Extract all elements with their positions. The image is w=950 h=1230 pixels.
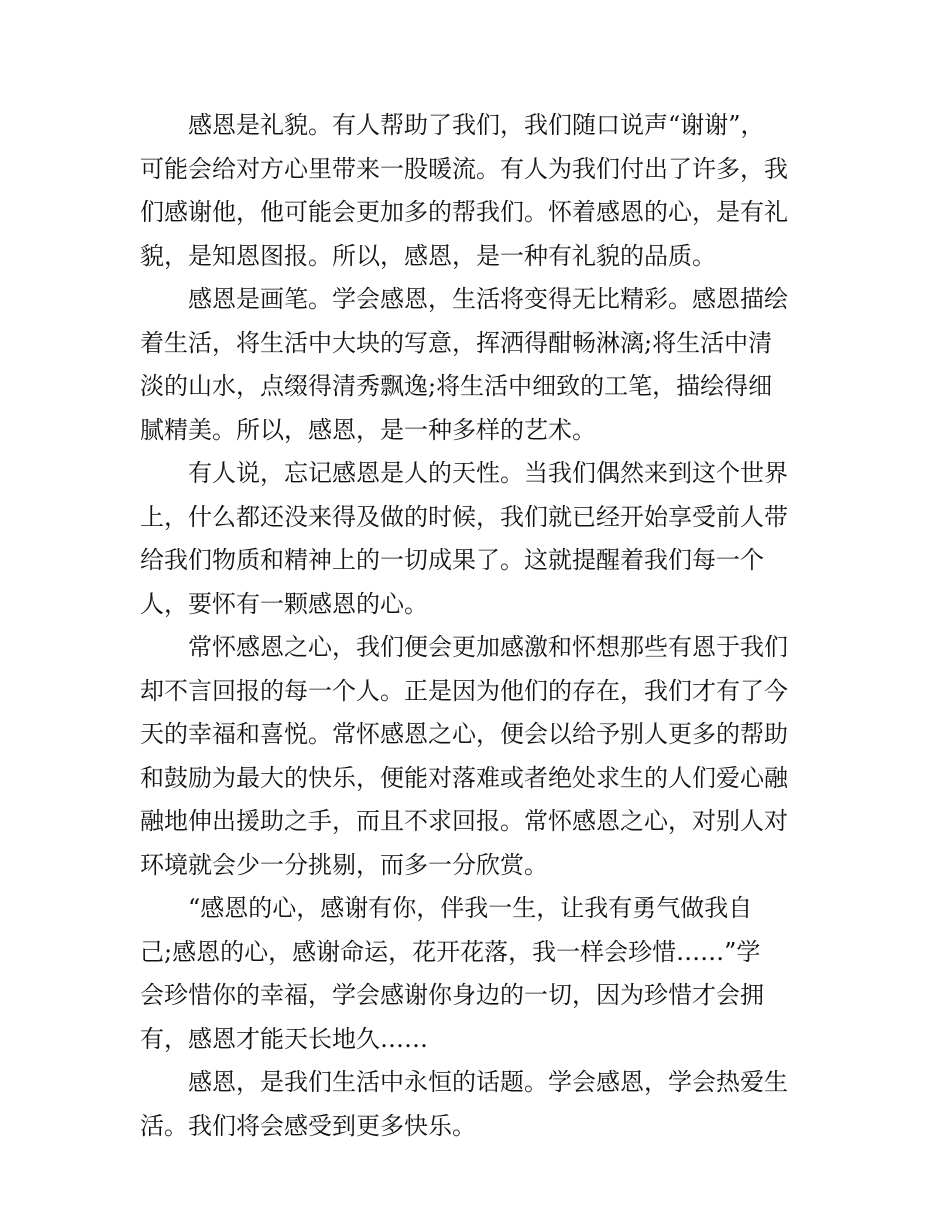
text-line: 会珍惜你的幸福，学会感谢你身边的一切，因为珍惜才会拥 xyxy=(140,981,764,1009)
text-line: 淡的山水，点缀得清秀飘逸;将生活中细致的工笔，描绘得细 xyxy=(140,372,773,400)
text-line: 感恩是礼貌。有人帮助了我们，我们随口说声“谢谢”， xyxy=(188,111,765,139)
text-line: 可能会给对方心里带来一股暖流。有人为我们付出了许多，我 xyxy=(140,154,788,183)
text-line: 天的幸福和喜悦。常怀感恩之心，便会以给予别人更多的帮助 xyxy=(140,720,788,748)
text-line: 们感谢他，他可能会更加多的帮我们。怀着感恩的心，是有礼 xyxy=(140,198,788,226)
paragraph xyxy=(140,887,820,1061)
text-line: 着生活，将生活中大块的写意，挥洒得酣畅淋漓;将生活中清 xyxy=(140,328,773,357)
text-line: 腻精美。所以，感恩，是一种多样的艺术。 xyxy=(140,415,596,444)
text-line: 活。我们将会感受到更多快乐。 xyxy=(140,1111,476,1140)
text-line: 给我们物质和精神上的一切成果了。这就提醒着我们每一个 xyxy=(140,546,764,574)
paragraph xyxy=(140,1061,820,1148)
text-line: 融地伸出援助之手，而且不求回报。常怀感恩之心，对别人对 xyxy=(140,807,788,835)
text-line: 常怀感恩之心，我们便会更加感激和怀想那些有恩于我们 xyxy=(188,633,788,661)
document-body xyxy=(140,104,820,1148)
text-line: 己;感恩的心，感谢命运，花开花落，我一样会珍惜……”学 xyxy=(140,937,761,966)
text-line: 却不言回报的每一个人。正是因为他们的存在，我们才有了今 xyxy=(140,676,788,705)
text-line: 环境就会少一分挑剔，而多一分欣赏。 xyxy=(140,850,548,879)
text-line: 上，什么都还没来得及做的时候，我们就已经开始享受前人带 xyxy=(140,502,788,531)
text-line: 感恩，是我们生活中永恒的话题。学会感恩，学会热爱生 xyxy=(188,1068,788,1096)
text-line: 有，感恩才能天长地久…… xyxy=(140,1024,428,1053)
paragraph xyxy=(140,626,820,887)
text-line: 人，要怀有一颗感恩的心。 xyxy=(140,589,428,618)
text-line: 感恩是画笔。学会感恩，生活将变得无比精彩。感恩描绘 xyxy=(188,285,788,313)
text-line: “感恩的心，感谢有你，伴我一生，让我有勇气做我自 xyxy=(188,894,753,922)
text-line: 有人说，忘记感恩是人的天性。当我们偶然来到这个世界 xyxy=(188,459,788,487)
text-line: 和鼓励为最大的快乐，便能对落难或者绝处求生的人们爱心融 xyxy=(140,763,788,792)
paragraph xyxy=(140,452,820,626)
paragraph xyxy=(140,278,820,452)
paragraph xyxy=(140,104,820,278)
text-line: 貌，是知恩图报。所以，感恩，是一种有礼貌的品质。 xyxy=(140,241,716,270)
